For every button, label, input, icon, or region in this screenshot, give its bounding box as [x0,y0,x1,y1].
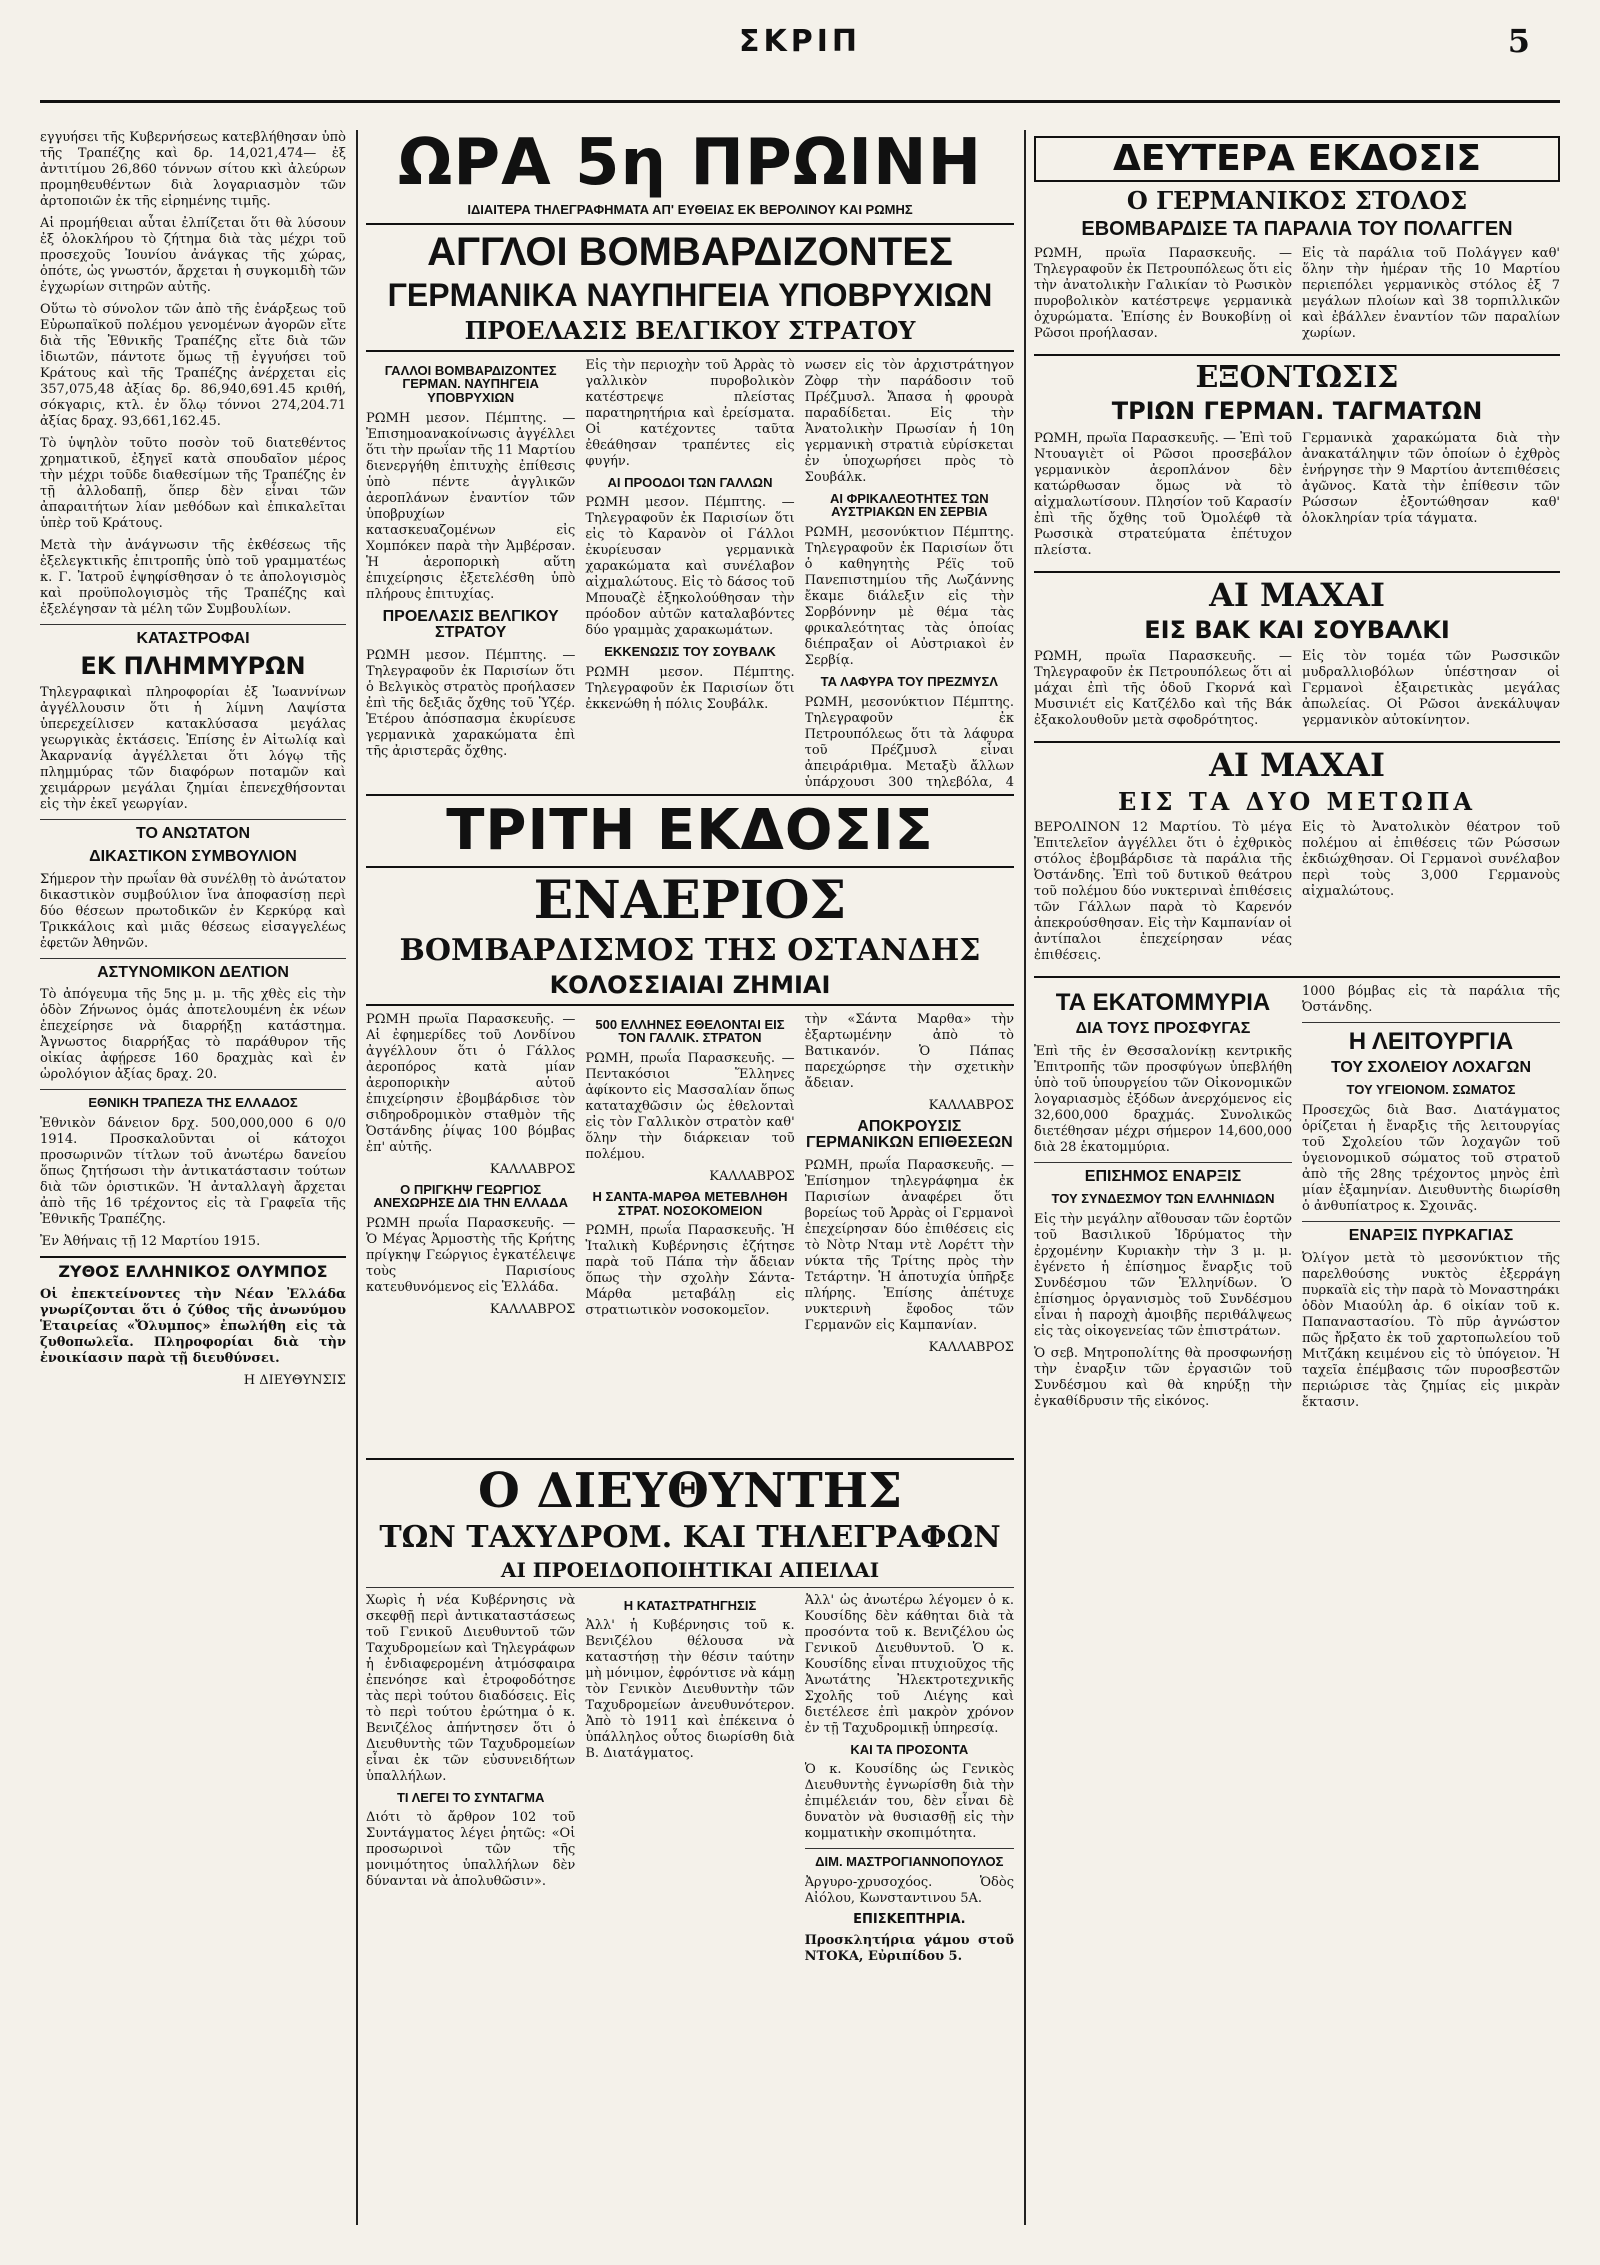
article-text: Τὸ ὑψηλὸν τοῦτο ποσὸν τοῦ διατεθέντος χρηματικοῦ, ἐξηγεῖ κατὰ σπουδαῖον μέρος τὴν μέχρι τοῦδε διαθεσίμων τῆς Τραπέζης ἐν τῇ ἀλλοδαπῇ, ὅπερ δὲν εἶναι τῶν ἀπαραιτήτων λίαν μεθόδων καὶ ἐπικαλεῖται ὑπὲρ τοῦ Κράτους. [40,436,346,531]
article-text: Οἱ ἐπεκτείνοντες τὴν Νέαν Ἐλλάδα γνωρίζονται ὅτι ὁ ζύθος τῆς ἀνωνύμου Ἑταιρείας «Ὄλυμπος» ἐπωλήθη εἰς τὰ ζυθοπωλεῖα. Πληροφορίαι διὰ τὴν ἐνοικίασιν παρὰ τῇ διευθύνσει. [40,1286,346,1366]
headline: ΚΑΙ ΤΑ ΠΡΟΣΟΝΤΑ [850,1741,969,1757]
headline: ΤΙ ΛΕΓΕΙ ΤΟ ΣΥΝΤΑΓΜΑ [396,1789,545,1805]
article-text: ΡΩΜΗ πρωΐα Παρασκευῆς. — Αἱ ἐφημερίδες τοῦ Λονδίνου ἀγγέλλουν ὅτι ὁ Γάλλος ἀεροπόρος κατὰ μίαν ἀεροπορικὴν αὐτοῦ ἐπιχείρησιν ἐβομβάρδισε τὸν σιδηροδρομικὸν σταθμὸν τῆς Ὀστάνδης ῥίψας 100 βόμβας ἐπ' αὐτῆς. [366,1011,576,1155]
divider [1034,1162,1292,1163]
news-subcolumn [805,1012,1014,1452]
headline: ΕΝΑΡΞΙΣ ΠΥΡΚΑΓΙΑΣ [1348,1226,1514,1244]
article-text: Αἱ προμήθειαι αὗται ἐλπίζεται ὅτι θὰ λύσουν ἐξ ὁλοκλήρου τὸ ζήτημα διὰ τὰς μέχρι τοῦ προσεχοῦς Ἰουνίου ἀνάγκας τῆς χώρας, ὁπότε, ὡς γνωστόν, ἄρχεται ἡ συγκομιδὴ τῶν ἐγχωρίων σιτηρῶν αὐτῆς. [40,216,346,295]
news-subcolumn [366,358,575,788]
signature: ΚΑΛΛΑΒΡΟΣ [489,1161,576,1177]
article-text: Εἰς τὸ Ἀνατολικὸν θέατρον τοῦ πολέμου αἱ ἐπιθέσεις τῶν Ρώσσων ἐκδιώχθησαν. Οἱ Γερμανοὶ συνέλαβον περὶ τοὺς 3,000 Γερμανοὺς αἰχμαλώτους. [1302,820,1560,900]
masthead-rule [40,100,1560,103]
headline: ΖΥΘΟΣ ΕΛΛΗΝΙΚΟΣ ΟΛΥΜΠΟΣ [58,1262,328,1282]
divider [366,223,1014,225]
article-text: Εἰς τὸν τομέα τῶν Ρωσσικῶν μυδραλλιοβόλων ὑπέστησαν οἱ Γερμανοὶ ἐξαιρετικὰς μεγάλας ἀπωλείας. Οἱ Ρῶσοι ἀνεκάλυψαν γερμανικὸν αὐτοκίνητον. [1302,649,1560,729]
article-text: ΡΩΜΗ, πρωΐα Παρασκευῆς. — Τηλεγραφοῦν ἐκ Πετρουπόλεως ὅτι εἰς τὴν ἀνατολικὴν Γαλικίαν τὸ Ρωσικὸν πυροβολικὸν κατέστρεψε γερμανικὰ ὀχυρώματα. Ἐπίσης ἐν Βουκοβίνῃ οἱ Ρῶσοι προήλασαν. [1034,245,1292,341]
article-text: ΡΩΜΗ πρωΐα Παρασκευῆς. — Ὁ Μέγας Ἀρμοστὴς τῆς Κρήτης πρίγκηψ Γεώργιος ἐγκατέλειψε τοὺς Παρισίους κατευθυνόμενος εἰς Ἑλλάδα. [366,1215,576,1295]
headline: Η ΛΕΙΤΟΥΡΓΙΑ [1348,1028,1514,1056]
article-text: ΡΩΜΗ, μεσονύκτιον Πέμπτης. Τηλεγραφοῦν ἐκ Παρισίων ὅτι ὁ καθηγητὴς Ρέϊς τοῦ Πανεπιστημίου τῆς Λωζάννης ἔκαμε διάλεξιν εἰς τὴν Σορβόννην μὲ θέμα τὰς φρικαλεότητας τὰς ὁποίας διέπραξαν οἱ Αὐστριακοὶ ἐν Σερβίᾳ. [804,524,1014,668]
article-text: 1000 βόμβας εἰς τὰ παράλια τῆς Ὀστάνδης. [1302,984,1560,1016]
headline: ΑΠΟΚΡΟΥΣΙΣ ΓΕΡΜΑΝΙΚΩΝ ΕΠΙΘΕΣΕΩΝ [805,1117,1013,1152]
article-text: ΡΩΜΗ μεσον. Πέμπτης. — Τηλεγραφοῦν ἐκ Παρισίων ὅτι ὁ Βελγικὸς στρατὸς προήλασεν ἐπὶ τῆς δεξιᾶς ὄχθης τοῦ Ὑζέρ. Ἑτέρου ἀπόσπασμα ἐκυρίευσε γερμανικὰ χαρακώματα ἐπὶ τῆς ἀριστερᾶς ὄχθης. [366,648,576,760]
headline: ΑΓΓΛΟΙ ΒΟΜΒΑΡΔΙΖΟΝΤΕΣ [427,229,953,274]
article-text: Εἰς τὰ παράλια τοῦ Πολάγγεν καθ' ὅλην τὴν ἡμέραν τῆς 10 Μαρτίου περιεπόλει γερμανικὸς στόλος ἐξ 7 μεγάλων πλοίων καὶ 38 τορπιλλικῶν καὶ ἐβάλλεν ἐναντίον τῶν παραλίων χωρίων. [1302,245,1560,341]
article-text: Ἐπὶ τῆς ἐν Θεσσαλονίκῃ κεντρικῆς Ἐπιτροπῆς τῶν προσφύγων ὑπεβλήθη ὑπὸ τοῦ ὑπουργείου τῶν Οἰκονομικῶν λογαριασμὸς ἐξόδων ἀνερχόμενος εἰς 32,600,000 δραχμάς. Συνολικῶς διετέθησαν μέχρι σήμερον 14,600,000 διὰ 28 ἑκατομμύρια. [1034,1044,1292,1156]
headline: ΓΕΡΜΑΝΙΚΑ ΝΑΥΠΗΓΕΙΑ ΥΠΟΒΡΥΧΙΩΝ [387,276,993,313]
news-subcolumn [1034,984,1292,1416]
news-subcolumn [1034,246,1292,348]
headline: ΤΟ ΑΝΩΤΑΤΟΝ [135,824,250,842]
article-text: Τηλεγραφικαὶ πληροφορίαι ἐξ Ἰωαννίνων ἀγγέλλουσιν ὅτι ἡ λίμνη Λαψίστα ὑπερεχείλισεν κατακλύσασα μεγάλας γεωργικὰς ἐκτάσεις. Ἐπίσης ἐν Αἰτωλίᾳ καὶ Ἀκαρνανίᾳ ἀγγέλλεται ὅτι λόγῳ τῆς πλημμύρας τῶν διαφόρων ποταμῶν καὶ χειμάρρων μεγάλαι ζημίαι ἐπενεχθήσονται εἰς τὴν ἐκεῖ γεωργίαν. [40,684,346,812]
masthead [0,18,1600,88]
newspaper-title: ΣΚΡΙΠ [739,24,861,59]
article-text: ΡΩΜΗ, πρωΐα Παρασκευῆς. — Πεντακόσιοι Ἕλληνες ἀφίκοντο εἰς Μασσαλίαν ὅπως καταταχθῶσιν ὡς ἐθελονταὶ εἰς τὸν Γαλλικὸν στρατὸν καθ' ὅλην τὴν διάρκειαν τοῦ πολέμου. [585,1050,795,1162]
divider [366,1004,1014,1006]
news-subcolumn [1034,649,1292,735]
article-text: ΡΩΜΗ, πρωΐα Παρασκευῆς. — Τηλεγραφοῦν ἐκ Πετρουπόλεως ὅτι αἱ μάχαι ἐπὶ τῆς ὁδοῦ Γκορνά καὶ Μυσινιέτ εἰς Κατζέλδο καὶ τῆς Βάκ ἐξακολουθοῦν μετὰ σφοδρότητος. [1034,649,1292,729]
advertisement-text: Προσκλητήρια γάμου στοῦ ΝΤΟΚΑ, Εὐριπίδου 5. [804,1932,1014,1964]
headline: ΕΙΣ ΒΑΚ ΚΑΙ ΣΟΥΒΑΛΚΙ [1144,616,1450,645]
page-number: 5 [1507,22,1530,60]
article-text: Ἐθνικὸν δάνειον δρχ. 500,000,000 6 0/0 1914. Προσκαλοῦνται οἱ κάτοχοι προσωρινῶν τίτλων τοῦ ἀνωτέρω δανείου ὅπως ζητήσωσι τὴν ἀντικατάστασιν τούτων διὰ τῶν ὁριστικῶν. Ἡ ἀνταλλαγὴ ἄρχεται ἀπὸ τῆς 16 τρέχοντος εἰς τὰ Γραφεῖα τῆς Ἐθνικῆς Τραπέζης. [40,1116,346,1228]
headline: ΕΙΣ ΤΑ ΔΥΟ ΜΕΤΩΠΑ [1117,787,1477,817]
news-columns [1034,431,1560,565]
news-columns [1034,246,1560,348]
article-text: Διότι τὸ ἄρθρον 102 τοῦ Συντάγματος λέγει ῥητῶς: «Οἱ προσωρινοὶ τῶν τῆς μονιμότητος ὑπαλλήλων δὲν δύνανται νὰ ἀπολυθῶσιν». [366,1810,576,1890]
divider [366,350,1014,352]
headline: ΕΝΑΕΡΙΟΣ [533,870,847,932]
news-subcolumn [1302,820,1560,970]
headline: ΕΘΝΙΚΗ ΤΡΑΠΕΖΑ ΤΗΣ ΕΛΛΑΔΟΣ [88,1095,298,1111]
news-subcolumn [1302,431,1560,565]
article-text: Μετὰ τὴν ἀνάγνωσιν τῆς ἐκθέσεως τῆς ἐξελεγκτικῆς ἐπιτροπῆς ὑπὸ τοῦ γραμματέως κ. Γ. Ἰατροῦ ἐψηφίσθησαν ὁ τε ἀπολογισμὸς καὶ προϋπολογισμὸς τῆς Τραπέζης καὶ ἐξελέγησαν τὰ μέλη τῶν Συμβουλίων. [40,538,346,617]
article-text: Τὸ ἀπόγευμα τῆς 5ης μ. μ. τῆς χθὲς εἰς τὴν ὁδὸν Ζήνωνος ὁμάς ἀποτελουμένη ἐκ νέων ἐπεχείρησε νὰ διαρρήξῃ κατάστημα. Ἀγνωστος διαρρήξας τὸ παράθυρον τῆς οἰκίας ἀφῄρεσε 160 δραχμὰς καὶ ἐν ὡρολόγιον ἀξίας δραχ. 20. [40,987,346,1083]
headline: ΚΑΤΑΣΤΡΟΦΑΙ [136,630,250,647]
article-text: Εἰς τὴν περιοχὴν τοῦ Ἀρρὰς τὸ γαλλικὸν πυροβολικὸν κατέστρεψε πλείστας παρατηρητήρια καὶ ἐρείσματα. Οἱ κατέχοντες ταῦτα ἐθεάθησαν τραπέντες εἰς φυγήν. [585,357,795,469]
advertisement-name: ΔΙΜ. ΜΑΣΤΡΟΓΙΑΝΝΟΠΟΥΛΟΣ [815,1854,1004,1870]
divider [1302,1221,1560,1222]
news-columns [366,1012,1014,1452]
divider [366,866,1014,868]
headline: ΕΚ ΠΛΗΜΜΥΡΩΝ [80,651,306,680]
left-column [40,130,346,2225]
headline: ΤΟΥ ΥΓΕΙΟΝΟΜ. ΣΩΜΑΤΟΣ [1346,1082,1516,1098]
center-column [366,130,1014,2225]
article-text: ΡΩΜΗ, πρωΐα Παρασκευῆς. Ἡ Ἰταλικὴ Κυβέρνησις ἐζήτησε παρὰ τοῦ Πάπα τὴν ἄδειαν ὅπως τὴν σχολὴν Σάντα-Μάρθα μεταβάλῃ εἰς στρατιωτικὸν νοσοκομεῖον. [585,1223,795,1319]
article-text: ΡΩΜΗ, μεσονύκτιον Πέμπτης. Τηλεγραφοῦν ἐκ Πετρουπόλεως ὅτι τὰ λάφυρα τοῦ Πρέζμυσλ εἶναι ἀπειράριθμα. Μεταξὺ ἄλλων ὑπάρχουσι 300 τηλεβόλα, 4 [804,694,1014,788]
divider [1302,1022,1560,1023]
news-subcolumn [366,1593,575,1971]
news-columns [1034,984,1560,1416]
headline: Ο ΔΙΕΥΘΥΝΤΗΣ [477,1462,903,1519]
news-columns [1034,820,1560,970]
headline: ΤΡΙΩΝ ΓΕΡΜΑΝ. ΤΑΓΜΑΤΩΝ [1111,397,1483,426]
article-text: ΡΩΜΗ μεσον. Πέμπτης. — Τηλεγραφοῦν ἐκ Παρισίων ὅτι εἰς τὸ Καρανὸν οἱ Γάλλοι ἐκυρίευσαν γερμανικὰ χαρακώματα καὶ συνέλαβον αἰχμαλώτους. Εἰς τὸ δάσος τοῦ Μπουαζὲ ἐξηκολούθησαν τὴν πρόοδον αὐτῶν καταλαβόντες δύο γραμμὰς χαρακωμάτων. [585,495,795,639]
divider [366,794,1014,796]
advertisement-text: Ἀργυρο-χρυσοχόος. Ὁδὸς Αἰόλου, Κωνσταντινου 5Α. [804,1874,1014,1906]
news-subcolumn [805,1593,1014,1971]
article-text: Ὁ κ. Κουσίδης ὡς Γενικὸς Διευθυντὴς ἐγνωρίσθη διὰ τὴν ἐπιμέλειάν του, δὲν εἶναι δὲ δυνατὸν νὰ θυσιασθῇ εἰς τὴν κομματικὴν σκοπιμότητα. [804,1762,1014,1842]
headline: ΠΡΟΕΛΑΣΙΣ ΒΕΛΓΙΚΟΥ ΣΤΡΑΤΟΥ [464,316,916,346]
headline: ΑΙ ΜΑΧΑΙ [1209,746,1385,785]
article-text: Ἀλλ' ὡς ἀνωτέρω λέγομεν ὁ κ. Κουσίδης δὲν κάθηται διὰ τὰ προσόντα τοῦ κ. Βενιζέλου ὡς Γενικοῦ Διευθυντοῦ. Ὁ κ. Κουσίδης εἶναι πτυχιοῦχος τῆς Ἀνωτάτης Ἠλεκτροτεχνικῆς Σχολῆς τοῦ Λιέγης καὶ διετέλεσε ἐπὶ μακρὸν χρόνον ἐν τῇ Ταχυδρομικῇ ὑπηρεσίᾳ. [804,1592,1014,1736]
headline: ΚΟΛΟΣΣΙΑΙΑΙ ΖΗΜΙΑΙ [549,970,831,999]
news-subcolumn [1034,820,1292,970]
signature: ΚΑΛΛΑΒΡΟΣ [709,1168,795,1184]
headline: ΑΣΤΥΝΟΜΙΚΟΝ ΔΕΛΤΙΟΝ [97,963,289,981]
headline: ΔΙΚΑΣΤΙΚΟΝ ΣΥΜΒΟΥΛΙΟΝ [89,847,297,865]
headline-main: ΩΡΑ 5η ΠΡΩΙΝΗ [397,130,983,200]
article-text: ΡΩΜΗ μεσον. Πέμπτης. Τηλεγραφοῦν ἐκ Παρισίων ὅτι ἐκκενώθη ἡ πόλις Σουβάλκ. [585,664,795,712]
headline: ΤΟΥ ΣΧΟΛΕΙΟΥ ΛΟΧΑΓΩΝ [1330,1059,1532,1077]
article-text: Ὁ σεβ. Μητροπολίτης θὰ προσφωνήσῃ τὴν ἐναρξιν τῶν ἐργασιῶν τοῦ Συνδέσμου καὶ θὰ κηρύξῃ τὴν ἐγκαθίδρυσιν τῆς εἰκόνος. [1034,1345,1292,1409]
divider [1034,571,1560,573]
divider [805,1848,1014,1849]
divider [40,624,346,625]
divider [1034,976,1560,978]
news-subcolumn [585,358,794,788]
headline: ΑΙ ΠΡΟΕΙΔΟΠΟΙΗΤΙΚΑΙ ΑΠΕΙΛΑΙ [500,1557,880,1582]
divider [1034,741,1560,743]
news-subcolumn [585,1012,794,1452]
headline: ΕΒΟΜΒΑΡΔΙΣΕ ΤΑ ΠΑΡΑΛΙΑ ΤΟΥ ΠΟΛΑΓΓΕΝ [1081,217,1513,240]
signature: ΚΑΛΛΑΒΡΟΣ [928,1097,1014,1113]
article-text: Ὀλίγον μετὰ τὸ μεσονύκτιον τῆς παρελθούσης νυκτὸς ἐξερράγη πυρκαϊὰ εἰς τὴν παρὰ τὸ Μοναστηράκι ὁδὸν Μιαούλη ἀρ. 6 οἰκίαν τοῦ κ. Παπαναστασίου. Τὸ πῦρ ἀγνώστον πῶς ἤρξατο ἐκ τοῦ χαρτοπωλείου τοῦ Μιτζάκη κειμένου εἰς τὸ ὑπόγειον. Ἡ ταχεῖα ἐπέμβασις τῶν πυροσβεστῶν περιώρισε τὰς ζημίας εἰς μικρὰν ἔκτασιν. [1302,1250,1560,1410]
divider [366,1458,1014,1460]
right-column [1034,130,1560,2225]
news-columns [1034,649,1560,735]
headline: ΤΑ ΛΑΦΥΡΑ ΤΟΥ ΠΡΕΖΜΥΣΛ [820,673,998,689]
article-text: ΒΕΡΟΛΙΝΟΝ 12 Μαρτίου. Τὸ μέγα Ἐπιτελεῖον ἀγγέλλει ὅτι ὁ ἐχθρικὸς στόλος ἐβομβάρδισε τὰ παράλια τῆς Ὀστάνδης. Ἐπὶ τοῦ δυτικοῦ θεάτρου τοῦ πολέμου δύο νυκτεριναὶ ἐπιθέσεις τῶν Γάλλων παρὰ τὸ Καρενόν ἀπεκρούσθησαν. Εἰς τὴν Καμπανίαν οἱ ἀντίπαλοι ἐπεχείρησαν νέας ἐπιθέσεις. [1034,820,1292,964]
headline: Ο ΠΡΙΓΚΗΨ ΓΕΩΡΓΙΟΣ ΑΝΕΧΩΡΗΣΕ ΔΙΑ ΤΗΝ ΕΛΛΑΔΑ [373,1181,568,1211]
article-text: τὴν «Σάντα Μαρθα» τὴν ἐξαρτωμένην ἀπὸ τὸ Βατικανόν. Ὁ Πάπας παρεχώρησε τὴν σχετικὴν ἄδειαν. [804,1011,1014,1091]
news-subcolumn [805,358,1014,788]
article-text: Οὕτω τὸ σύνολον τῶν ἀπὸ τῆς ἐνάρξεως τοῦ Εὐρωπαϊκοῦ πολέμου γενομένων ἀγορῶν εἴτε διὰ τῆς Ἐθνικῆς Τραπέζης εἴτε διὰ τῶν ἰδιωτῶν, πάντοτε ὅμως τῇ ἐγγυήσει τοῦ Κράτους καὶ τῆς Τραπέζης ἀνέρχεται εἰς 357,075,48 ἀξίας δρ. 86,940,691.45 κριθή, σόκγαρις, κτλ. ἐν ὅλῳ τόννοι 274,204.71 ἀξίας δραχ. 93,661,162.45. [40,302,346,429]
divider [1034,354,1560,356]
divider [40,958,346,959]
article-text: ΡΩΜΗ μεσον. Πέμπτης. — Ἐπισημοανακοίνωσις ἀγγέλλει ὅτι τὴν πρωΐαν τῆς 11 Μαρτίου διενεργήθη ἐπιτυχὴς ἐπίθεσις ὑπὸ πέντε ἀγγλικῶν ἀεροπλάνων ἐναντίον τῶν ὑποβρυχίων κατασκευαζομένων εἰς Χομπόκεν παρὰ τὴν Ἀμβέρσαν. Ἡ ἀεροπορικὴ αὕτη ἐπιχείρησις ἐξετελέσθη ὑπὸ πλήρους ἐπιτυχίας. [366,410,576,602]
headline: ΑΙ ΦΡΙΚΑΛΕΟΤΗΤΕΣ ΤΩΝ ΑΥΣΤΡΙΑΚΩΝ ΕΝ ΣΕΡΒΙΑ [829,490,989,520]
signature: ΚΑΛΛΑΒΡΟΣ [489,1301,576,1317]
column-divider [356,130,358,2225]
news-subcolumn [1302,246,1560,348]
news-columns [366,358,1014,788]
signature: Η ΔΙΕΥΘΥΝΣΙΣ [243,1372,346,1388]
news-columns [366,1593,1014,1971]
headline: ΕΠΙΣΗΜΟΣ ΕΝΑΡΞΙΣ [1084,1168,1242,1186]
article-text: Ἀλλ' ἡ Κυβέρνησις τοῦ κ. Βενιζέλου θέλουσα νὰ καταστήσῃ τὴν θέσιν ταύτην μὴ μόνιμον, ἐφρόντισε νὰ κάμῃ τὸν Γενικὸν Διευθυντὴν τῶν Ταχυδρομείων ἀνευθυνότερον. Ἀπὸ τὸ 1911 καὶ ἐπέκεινα ὁ ὑπάλληλος οὗτος διωρίσθη διὰ Β. Διατάγματος. [585,1618,795,1762]
headline: ΠΡΟΕΛΑΣΙΣ ΒΕΛΓΙΚΟΥ ΣΤΡΑΤΟΥ [382,607,559,642]
headline: ΔΙΑ ΤΟΥΣ ΠΡΟΣΦΥΓΑΣ [1075,1020,1251,1038]
headline: Η ΚΑΤΑΣΤΡΑΤΗΓΗΣΙΣ [623,1597,757,1613]
headline: ΤΩΝ ΤΑΧΥΔΡΟΜ. ΚΑΙ ΤΗΛΕΓΡΑΦΩΝ [379,1520,1001,1556]
headline: Ο ΓΕΡΜΑΝΙΚΟΣ ΣΤΟΛΟΣ [1126,185,1468,215]
article-text: εγγυήσει τῆς Κυβερνήσεως κατεβλήθησαν ὑπὸ τῆς Τραπέζης καὶ δρ. 14,021,474— ἐξ ἀντιτίμου 26,860 τόννων σίτου κκὶ ἀλεύρων προμηθευθέντων διὰ λογαριασμὸν τῶν ἀρτοποιῶν ἐκ τῆς εἰρημένης τιμῆς. [40,130,346,209]
news-subcolumn [1302,649,1560,735]
article-text: Γερμανικὰ χαρακώματα διὰ τὴν ἀνακατάληψιν τῶν ὁποίων ὁ ἐχθρὸς ἐνήργησε τὴν 9 Μαρτίου ἀντεπιθέσεις ἀγῶνος. Κατὰ τὴν ἐπίθεσιν τῶν Ρώσσων ἐξοντώθησαν καθ' ὁλοκληρίαν τρία τάγματα. [1302,430,1560,526]
news-subcolumn [366,1012,575,1452]
headline: Η ΣΑΝΤΑ-ΜΑΡΘΑ ΜΕΤΕΒΛΗΘΗ ΣΤΡΑΤ. ΝΟΣΟΚΟΜΕΙΟΝ [592,1188,788,1218]
headline: ΕΚΚΕΝΩΣΙΣ ΤΟΥ ΣΟΥΒΑΛΚ [604,644,776,660]
headline-edition: ΤΡΙΤΗ ΕΚΔΟΣΙΣ [446,797,934,863]
headline: ΑΙ ΠΡΟΟΔΟΙ ΤΩΝ ΓΑΛΛΩΝ [607,474,773,490]
divider [40,1089,346,1090]
news-subcolumn [585,1593,794,1971]
article-text: Σήμερον τὴν πρωΐαν θὰ συνέλθῃ τὸ ἀνώτατον δικαστικὸν συμβούλιον ἵνα ἀποφασίσῃ περὶ δύο θέσεων πρωτοδικῶν ἐν Κερκύρᾳ καὶ Τρικκάλοις καὶ μιᾶς θέσεως εἰσαγγελέως ἐφετῶν Ἀθηνῶν. [40,871,346,951]
headline-edition: ΔΕΥΤΕΡΑ ΕΚΔΟΣΙΣ [1034,136,1560,182]
headline: ΑΙ ΜΑΧΑΙ [1209,575,1385,614]
article-text: Ἐν Ἀθήναις τῇ 12 Μαρτίου 1915. [40,1234,261,1250]
divider [40,819,346,820]
headline: 500 ΕΛΛΗΝΕΣ ΕΘΕΛΟΝΤΑΙ ΕΙΣ ΤΟΝ ΓΑΛΛΙΚ. ΣΤΡΑΤΟΝ [595,1016,785,1046]
headline: ΤΟΥ ΣΥΝΔΕΣΜΟΥ ΤΩΝ ΕΛΛΗΝΙΔΩΝ [1051,1191,1275,1207]
headline: ΤΑ ΕΚΑΤΟΜΜΥΡΙΑ [1055,989,1271,1017]
divider [40,1256,346,1258]
article-text: Χωρὶς ἡ νέα Κυβέρνησις νὰ σκεφθῇ περὶ ἀντικαταστάσεως τοῦ Γενικοῦ Διευθυντοῦ τῶν Ταχυδρομείων καὶ Τηλεγράφων ἡ ἐνδιαφερομένη ἀτμόσφαιρα ἐπενόησε καὶ ἐτροφοδότησε τὰς περὶ τούτου διαδόσεις. Εἰς τὸ περὶ τούτου ἐρώτημα ὁ κ. Βενιζέλος ἀπήντησεν ὅτι ὁ Διευθυντὴς τῶν Ταχυδρομείων εἶναι ἐκ τῶν εὐσυνειδήτων ὑπαλλήλων. [366,1592,576,1784]
subheadline: ΙΔΙΑΙΤΕΡΑ ΤΗΛΕΓΡΑΦΗΜΑΤΑ ΑΠ' ΕΥΘΕΙΑΣ ΕΚ ΒΕΡΟΛΙΝΟΥ ΚΑΙ ΡΩΜΗΣ [467,202,913,218]
headline: ΒΟΜΒΑΡΔΙΣΜΟΣ ΤΗΣ ΟΣΤΑΝΔΗΣ [399,933,981,968]
article-text: Προσεχῶς διὰ Βασ. Διατάγματος ὁρίζεται ἡ ἔναρξις τῆς λειτουργίας τοῦ Σχολείου τῶν λοχαγῶν τοῦ ὑγειονομικοῦ σώματος τοῦ στρατοῦ ἀπὸ τῆς 28ης τρέχοντος μηνὸς ἐπὶ μίαν ἑξαμηνίαν. Διευθυντὴς διωρίσθη ὁ ἀνθυπίατρος κ. Σχοινᾶς. [1302,1102,1560,1214]
article-text: ΡΩΜΗ, πρωΐα Παρασκευῆς. — Ἐπὶ τοῦ Ντουαγιὲτ οἱ Ρῶσοι προσεβάλον γερμανικὸν ἀεροπλάνον δὲν κατώρθωσαν ὅμως νὰ τὸ αἰχμαλωτίσουν. Πλησίον τοῦ Καρασίν ἐπὶ τῆς ὄχθης τοῦ Ὀμολέφθ τὰ Ρωσσικὰ στρατεύματα ἐπέτυχον πλείστα. [1034,430,1292,558]
article-text: Εἰς τὴν μεγάλην αἴθουσαν τῶν ἑορτῶν τοῦ Βασιλικοῦ Ἱδρύματος τὴν ἐρχομένην Κυριακὴν τὴν 3 μ. μ. ἐγένετο ἡ ἐπίσημος ἔναρξις τοῦ Συνδέσμου τῶν Ἑλληνίδων. Ὁ ἐπίσημος ὀργανισμὸς τοῦ Συνδέσμου εἶναι ἡ παροχὴ ἀμοιβῆς περιθάλψεως εἰς τὰς οἰκογενείας τῶν ἐπιστράτων. [1034,1211,1292,1339]
column-divider [1024,130,1026,2225]
news-subcolumn [1034,431,1292,565]
news-subcolumn [1302,984,1560,1416]
signature: ΚΑΛΛΑΒΡΟΣ [928,1340,1014,1356]
divider [366,1587,1014,1588]
article-text: νωσεν εἰς τὸν ἀρχιστράτηγον Ζὸφρ τὴν παράδοσιν τοῦ Πρέζμυσλ. Ἄπασα ἡ φρουρὰ παραδίδεται. Εἰς τὴν Ἀνατολικὴν Πρωσίαν ἡ 10η γερμανικὴ στρατιὰ εὑρίσκεται ἐν ὑποχωρήσει πρὸς τὸ Σουβάλκ. [804,357,1014,485]
article-text: ΡΩΜΗ, πρωΐα Παρασκευῆς. — Ἐπίσημον τηλεγράφημα ἐκ Παρισίων ἀναφέρει ὅτι βορείως τοῦ Ἀρρὰς οἱ Γερμανοὶ ἐπεχείρησαν δύο ἐπιθέσεις εἰς τὸ Νὸτρ Νταμ ντὲ Λορέττ τὴν νύκτα τῆς Τρίτης πρὸς τὴν Τετάρτην. Ἡ ἀποτυχία ὑπῆρξε πλήρης. Ἐπίσης ἀπέτυχε νυκτερινὴ ἔφοδος τῶν Γερμανῶν εἰς Καμπανίαν. [804,1158,1014,1334]
headline: ΕΞΟΝΤΩΣΙΣ [1195,359,1399,395]
headline: ΓΑΛΛΟΙ ΒΟΜΒΑΡΔΙΖΟΝΤΕΣ ΓΕΡΜΑΝ. ΝΑΥΠΗΓΕΙΑ ΥΠΟΒΡΥΧΙΩΝ [384,362,557,405]
advertisement-name: ΕΠΙΣΚΕΠΤΗΡΙΑ. [853,1911,966,1927]
